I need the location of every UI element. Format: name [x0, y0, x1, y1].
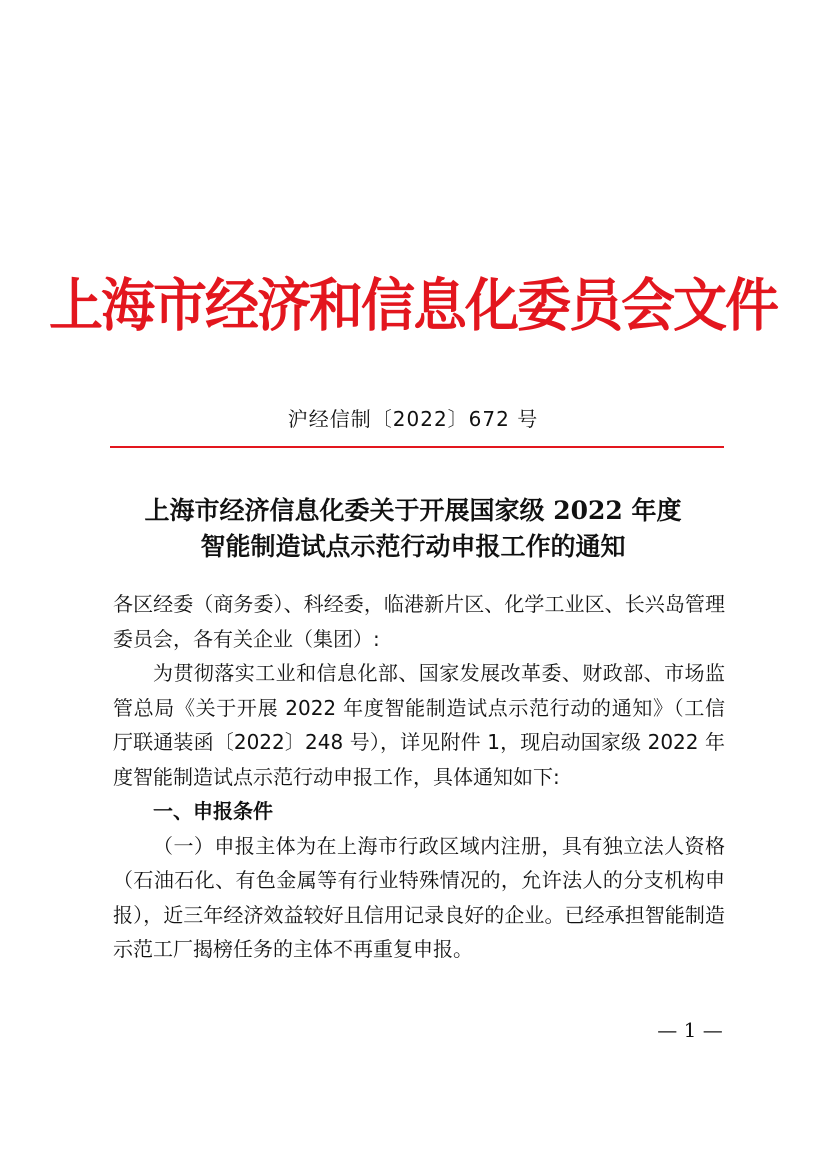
page-number: — 1 — [657, 1018, 723, 1042]
notice-body [113, 587, 725, 967]
notice-title-line-1: 上海市经济信息化委关于开展国家级 2022 年度 [144, 496, 682, 525]
masthead-title: 上海市经济和信息化委员会文件 [49, 271, 777, 339]
red-divider-line [110, 446, 724, 448]
document-number: 沪经信制〔2022〕672 号 [287, 407, 539, 431]
section-heading-application-conditions: 一、申报条件 [153, 799, 273, 823]
notice-title-line-2: 智能制造试点示范行动申报工作的通知 [200, 532, 626, 561]
recipients-paragraph: 各区经委（商务委）、科经委，临港新片区、化学工业区、长兴岛管理委员会，各有关企业（集团）: [113, 592, 725, 651]
notice-title [0, 493, 826, 565]
condition-paragraph-1: （一）申报主体为在上海市行政区域内注册，具有独立法人资格（石油石化、有色金属等有行业特殊情况的，允许法人的分支机构申报），近三年经济效益较好且信用记录良好的企业。已经承担智能制造示范工厂揭榜任务的主体不再重复申报。 [113, 833, 725, 961]
intro-paragraph: 为贯彻落实工业和信息化部、国家发展改革委、财政部、市场监管总局《关于开展 2022 年度智能制造试点示范行动的通知》（工信厅联通装函〔2022〕248 号），详见附件 1，现启动国家级 2022 年度智能制造试点示范行动申报工作，具体通知如下: [113, 661, 725, 789]
